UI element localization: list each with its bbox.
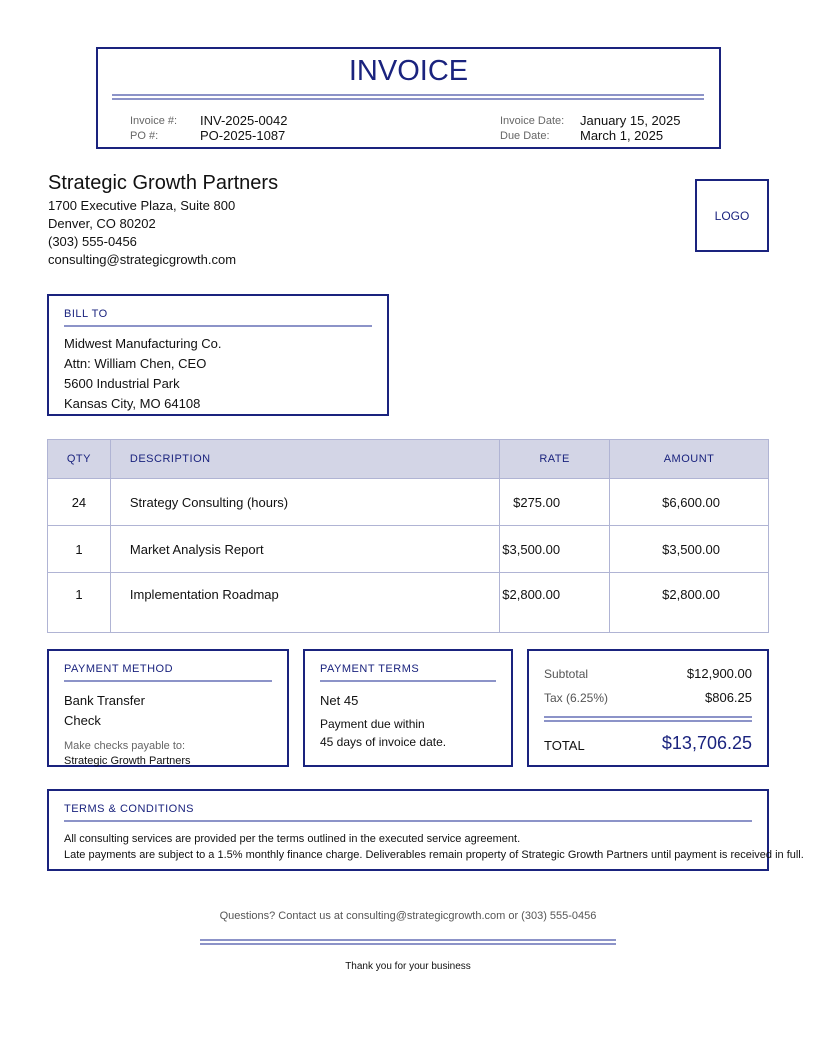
terms-line: All consulting services are provided per the terms outlined in the executed service agreement.	[64, 833, 521, 845]
invoice-number: INV-2025-0042	[200, 113, 288, 128]
payment-terms-title: PAYMENT TERMS	[320, 663, 420, 675]
due-date-label: Due Date:	[500, 130, 550, 142]
payment-term: Net 45	[320, 693, 359, 708]
payment-terms-line: Payment due within	[320, 717, 425, 731]
bill-to-line: Attn: William Chen, CEO	[64, 356, 207, 371]
table-row	[48, 479, 769, 526]
qty-header: QTY	[48, 440, 111, 479]
description-header: DESCRIPTION	[110, 440, 499, 479]
payable-note: Make checks payable to:	[64, 740, 186, 752]
payment-method-title: PAYMENT METHOD	[64, 663, 174, 675]
description-cell: Strategy Consulting (hours)	[110, 479, 499, 526]
invoice-date: January 15, 2025	[580, 113, 681, 128]
table-header-row	[48, 440, 769, 479]
terms-title: TERMS & CONDITIONS	[64, 803, 195, 815]
logo-text: LOGO	[714, 208, 750, 223]
invoice-date-label: Invoice Date:	[500, 115, 565, 127]
rate-cell: $3,500.00	[500, 526, 610, 573]
rate-cell: $275.00	[500, 479, 610, 526]
due-date: March 1, 2025	[580, 128, 664, 143]
amount-cell: $3,500.00	[610, 526, 769, 573]
company-phone: (303) 555-0456	[48, 234, 137, 249]
bill-to-title: BILL TO	[64, 308, 108, 320]
header-divider	[112, 94, 704, 100]
amount-cell: $6,600.00	[610, 479, 769, 526]
footer-contact: Questions? Contact us at consulting@strategicgrowth.com or (303) 555-0456	[219, 910, 597, 922]
subtotal-label: Subtotal	[544, 667, 589, 681]
terms-divider	[64, 820, 752, 822]
amount-header: AMOUNT	[610, 440, 769, 479]
company-name: Strategic Growth Partners	[48, 172, 279, 194]
line-items-table	[47, 439, 769, 633]
qty-cell: 24	[48, 479, 111, 526]
payee-name: Strategic Growth Partners	[64, 755, 191, 767]
table-row	[48, 526, 769, 573]
rate-cell: $2,800.00	[500, 573, 610, 633]
footer-divider	[200, 939, 616, 945]
company-address-2: Denver, CO 80202	[48, 216, 156, 231]
tax-value: $806.25	[705, 690, 752, 705]
logo-placeholder	[695, 179, 769, 252]
description-cell: Market Analysis Report	[110, 526, 499, 573]
payment-terms-divider	[320, 680, 496, 682]
qty-cell: 1	[48, 526, 111, 573]
invoice-title: INVOICE	[348, 55, 469, 87]
company-email: consulting@strategicgrowth.com	[48, 252, 237, 267]
description-cell: Implementation Roadmap	[110, 573, 499, 633]
po-number: PO-2025-1087	[200, 128, 286, 143]
payment-terms-line: 45 days of invoice date.	[320, 735, 447, 749]
po-label: PO #:	[130, 130, 159, 142]
terms-line: Late payments are subject to a 1.5% monthly finance charge. Deliverables remain property of Strategic Growth Partners until payment is received in full.	[64, 849, 804, 861]
payment-method-item: Bank Transfer	[64, 693, 145, 708]
qty-cell: 1	[48, 573, 111, 633]
payment-method-divider	[64, 680, 272, 682]
subtotal-value: $12,900.00	[686, 666, 752, 681]
total-value: $13,706.25	[661, 733, 752, 753]
table-row	[48, 573, 769, 633]
bill-to-divider	[64, 325, 372, 327]
rate-header: RATE	[500, 440, 610, 479]
totals-divider	[544, 716, 752, 722]
amount-cell: $2,800.00	[610, 573, 769, 633]
tax-label: Tax (6.25%)	[544, 691, 609, 705]
bill-to-line: Midwest Manufacturing Co.	[64, 336, 222, 351]
invoice-number-label: Invoice #:	[130, 115, 178, 127]
bill-to-line: Kansas City, MO 64108	[64, 396, 201, 411]
bill-to-line: 5600 Industrial Park	[64, 376, 180, 391]
company-address-1: 1700 Executive Plaza, Suite 800	[48, 198, 236, 213]
total-label: TOTAL	[544, 738, 585, 753]
payment-method-item: Check	[64, 713, 101, 728]
footer-thanks: Thank you for your business	[345, 961, 471, 972]
